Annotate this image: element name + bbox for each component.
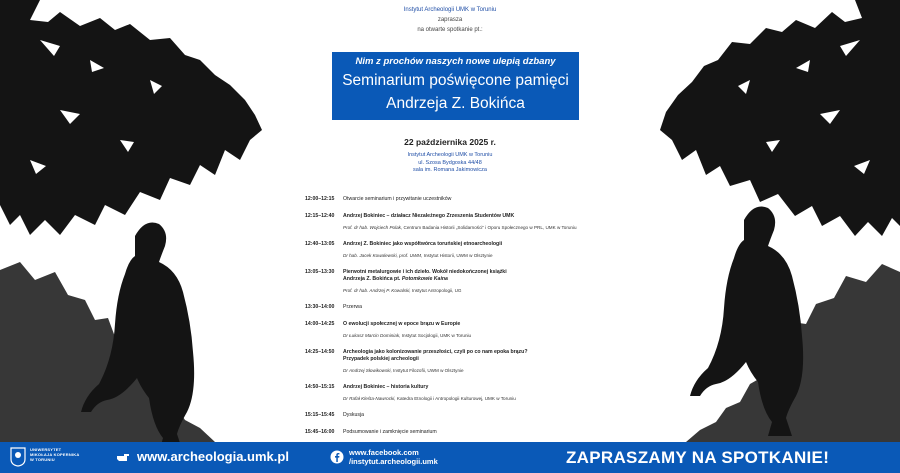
speaker-name: Dr Łukasz Marcin Dominiak, xyxy=(343,333,401,338)
university-name-line3: W TORUNIU xyxy=(30,457,55,463)
program-row xyxy=(305,304,635,311)
facebook-line1: www.facebook.com xyxy=(349,448,419,457)
program-title: Dyskusja xyxy=(343,412,365,418)
right-figure-artwork xyxy=(600,0,900,442)
venue xyxy=(0,152,900,175)
program-time: 14:00–14:25 xyxy=(305,321,335,327)
program-row xyxy=(305,213,635,231)
pointing-hand-icon xyxy=(116,451,130,463)
program-row xyxy=(305,384,635,402)
facebook-icon xyxy=(330,450,344,464)
speaker-affiliation: Instytut Antropologii, UG xyxy=(411,288,462,293)
invitation-header xyxy=(0,5,900,35)
organizer-name: Instytut Archeologii UMK w Toruniu xyxy=(403,7,497,13)
speaker-affiliation: Instytut Socjologii, UMK w Toruniu xyxy=(401,333,472,338)
facebook-line2: /instytut.archeologii.umk xyxy=(349,457,438,466)
venue-line1: Instytut Archeologii UMK w Toruniu xyxy=(407,152,493,158)
speaker-name: Dr Andrzej Słowikowski, xyxy=(343,368,392,373)
speaker-name: Dr hab. Jacek Kowalewski, prof. UWM, xyxy=(343,253,423,258)
program-time: 12:15–12:40 xyxy=(305,213,335,219)
program-title-line2: Andrzeja Z. Bokińca pt. xyxy=(343,276,401,282)
invites-text: zaprasza xyxy=(437,17,463,23)
program-title: Pierwotni metalurgowie i ich dzieło. Wokół niedokończonej książki xyxy=(343,269,507,275)
program-title: Archeologia jako kolonizowanie przeszłości, czyli po co nam epoka brązu? xyxy=(343,349,528,355)
facebook-link[interactable] xyxy=(349,448,438,466)
program-row xyxy=(305,269,635,294)
event-subtitle: Nim z prochów naszych nowe ulepią dzbany xyxy=(355,56,556,67)
university-name-line2: MIKOŁAJA KOPERNIKA xyxy=(30,452,80,458)
speaker-name: Prof. dr hab. Wojciech Polak, xyxy=(343,225,403,230)
program-title: Otwarcie seminarium i przywitanie uczestników xyxy=(343,196,452,202)
university-name-line1: UNIWERSYTET xyxy=(30,447,62,452)
program-title: Andrzej Bokiniec – działacz Niezależnego Zrzeszenia Studentów UMK xyxy=(343,213,515,219)
program-title-line2: Przypadek polskiej archeologii xyxy=(343,356,419,362)
program-time: 14:25–14:50 xyxy=(305,349,335,355)
footer-bar xyxy=(0,442,900,473)
program-row xyxy=(305,196,635,203)
program-time: 15:15–15:45 xyxy=(305,412,335,418)
title-box xyxy=(332,52,579,120)
left-figure-artwork xyxy=(0,0,300,442)
meeting-text: na otwarte spotkanie pt.: xyxy=(417,27,483,33)
program-title: Podsumowanie i zamknięcie seminarium xyxy=(343,429,437,435)
program-time: 13:05–13:30 xyxy=(305,269,335,275)
program-row xyxy=(305,412,635,419)
program-row xyxy=(305,349,635,374)
program-time: 15:45–16:00 xyxy=(305,429,335,435)
book-title: Potomkowie Kaina xyxy=(401,276,448,282)
venue-line2: ul. Szosa Bydgoska 44/48 xyxy=(418,159,482,166)
speaker-affiliation: Instytut Historii, UWM w Olsztynie xyxy=(423,253,493,258)
program-title: Andrzej Z. Bokiniec jako współtwórca toruńskiej etnoarcheologii xyxy=(343,241,503,247)
venue-line3: sala im. Romana Jakimowicza xyxy=(413,167,487,173)
website-link[interactable]: www.archeologia.umk.pl xyxy=(137,449,289,464)
program-row xyxy=(305,321,635,339)
speaker-name: Dr Rafał Kleśta-Nawrocki, xyxy=(343,396,396,401)
program-title: O ewolucji społecznej w epoce brązu w Europie xyxy=(343,321,461,327)
program-time: 12:40–13:05 xyxy=(305,241,335,247)
program-time: 12:00–12:15 xyxy=(305,196,335,202)
speaker-affiliation: Centrum Badania Historii „Solidarności” i Oporu Społecznego w PRL, UMK w Toruniu xyxy=(403,225,577,230)
program-title: Przerwa xyxy=(343,304,363,310)
program-row xyxy=(305,241,635,259)
university-logo-icon xyxy=(10,447,26,467)
call-to-action: ZAPRASZAMY NA SPOTKANIE! xyxy=(566,448,830,467)
speaker-affiliation: Instytut Filozofii, UWM w Olsztynie xyxy=(393,368,464,373)
speaker-affiliation: Katedra Etnologii i Antropologii Kulturowej, UMK w Toruniu xyxy=(396,396,516,401)
event-title-line1: Seminarium poświęcone pamięci xyxy=(342,72,569,89)
university-name xyxy=(30,447,79,463)
program-row xyxy=(305,429,635,436)
program-title: Andrzej Bokiniec – historia kultury xyxy=(343,384,429,390)
program-time: 14:50–15:15 xyxy=(305,384,335,390)
event-date: 22 października 2025 r. xyxy=(404,137,496,147)
speaker-name: Prof. dr hab. Andrzej P. Kowalski, xyxy=(343,288,411,293)
event-title-line2: Andrzeja Z. Bokińca xyxy=(386,95,525,112)
program-time: 13:30–14:00 xyxy=(305,304,335,310)
program-schedule xyxy=(305,196,635,436)
